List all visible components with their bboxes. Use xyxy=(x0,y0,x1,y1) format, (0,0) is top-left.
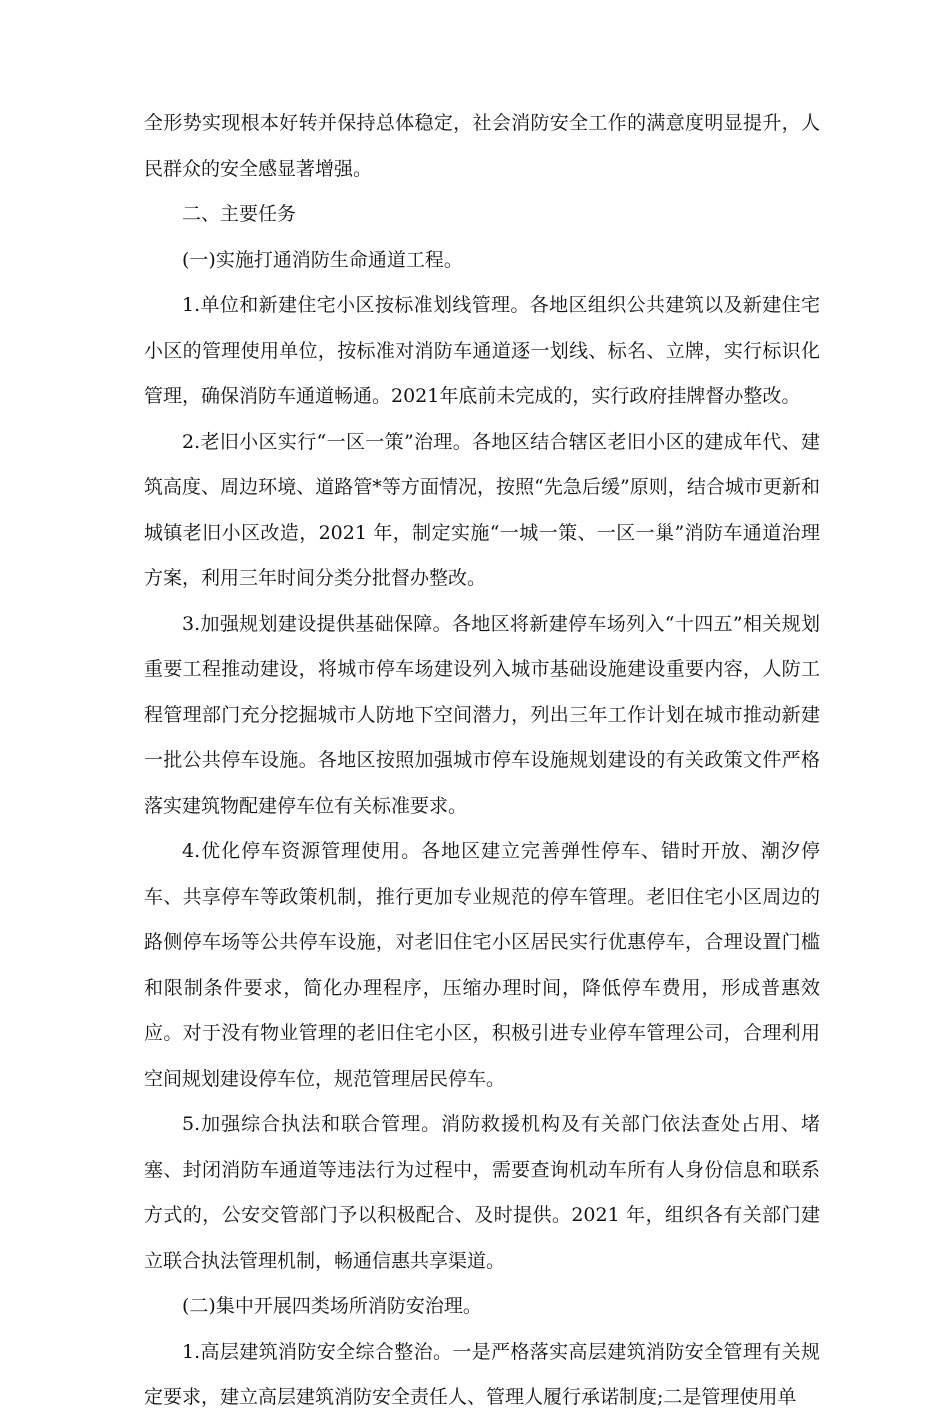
section-heading-main-tasks: 二、主要任务 xyxy=(182,203,297,225)
paragraph-item-5: 5.加强综合执法和联合管理。消防救援机构及有关部门依法查处占用、堵塞、封闭消防车通道等违法行为过程中，需要查询机动车所有人身份信息和联系方式的，公安交管部门予以积极配合、及时提供。2021 年，组织各有关部门建立联合执法管理机制，畅通信惠共享渠道。 xyxy=(144,1113,820,1272)
paragraph-item-2-1: 1.高层建筑消防安全综合整治。一是严格落实高层建筑消防安全管理有关规定要求，建立高层建筑消防安全责任人、管理人履行承诺制度;二是管理使用单 xyxy=(144,1340,820,1408)
subsection-heading-2: (二)集中开展四类场所消防安治理。 xyxy=(182,1295,482,1317)
paragraph-item-2: 2.老旧小区实行“一区一策”治理。各地区结合辖区老旧小区的建成年代、建筑高度、周边环境、道路管*等方面情况，按照“先急后缓”原则，结合城市更新和城镇老旧小区改造，2021 年，制定实施“一城一策、一区一巢”消防车通道治理方案，利用三年时间分类分批督办整改。 xyxy=(144,430,820,589)
subsection-heading-1: (一)实施打通消防生命通道工程。 xyxy=(182,248,463,271)
paragraph-item-3: 3.加强规划建设提供基础保障。各地区将新建停车场列入“十四五”相关规划重要工程推动建设，将城市停车场建设列入城市基础设施建设重要内容，人防工程管理部门充分挖掘城市人防地下空间潜力，列出三年工作计划在城市推动新建一批公共停车设施。各地区按照加强城市停车设施规划建设的有关政策文件严格落实建筑物配建停车位有关标准要求。 xyxy=(144,612,820,817)
paragraph-item-1: 1.单位和新建住宅小区按标准划线管理。各地区组织公共建筑以及新建住宅小区的管理使用单位，按标准对消防车通道逐一划线、标名、立牌，实行标识化管理，确保消防车通道畅通。2021年底前未完成的，实行政府挂牌督办整改。 xyxy=(144,294,820,407)
paragraph-continuation: 全形势实现根本好转并保持总体稳定，社会消防安全工作的满意度明显提升，人民群众的安全感显著增强。 xyxy=(144,112,820,180)
paragraph-item-4: 4.优化停车资源管理使用。各地区建立完善弹性停车、错时开放、潮汐停车、共享停车等政策机制，推行更加专业规范的停车管理。老旧住宅小区周边的路侧停车场等公共停车设施，对老旧住宅小区居民实行优惠停车，合理设置门槛和限制条件要求，简化办理程序，压缩办理时间，降低停车费用，形成普惠效应。对于没有物业管理的老旧住宅小区，积极引进专业停车管理公司，合理利用空间规划建设停车位，规范管理居民停车。 xyxy=(144,840,820,1090)
